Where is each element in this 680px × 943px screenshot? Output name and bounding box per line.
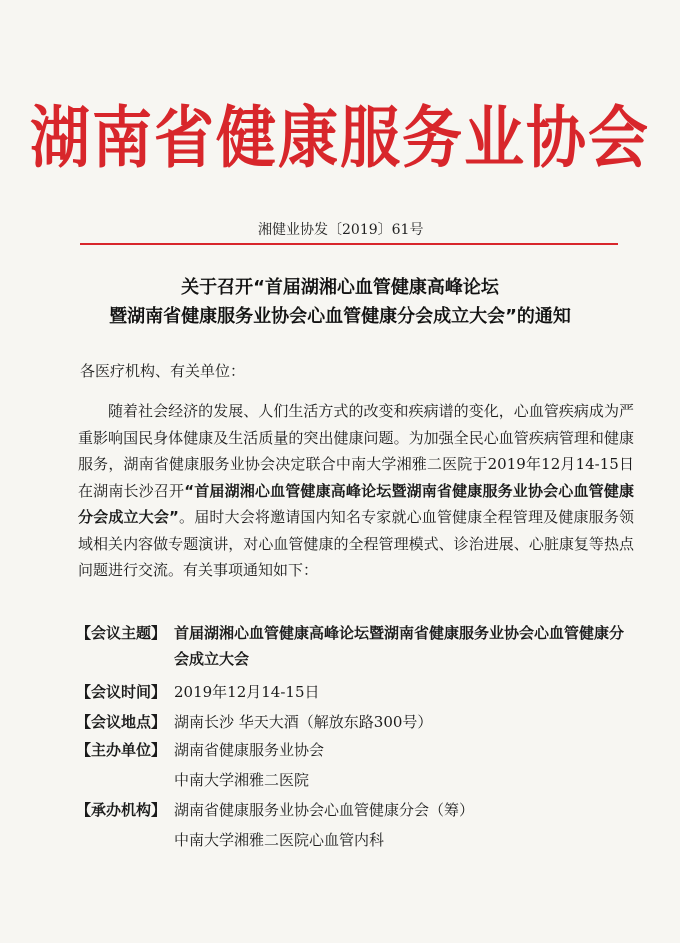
salutation: 各医疗机构、有关单位： [80,362,246,380]
item-value: 湖南省健康服务业协会 [174,741,325,759]
notice-title-line-1: 关于召开“首届湖湘心血管健康高峰论坛 [181,277,499,298]
red-divider-line [80,243,618,245]
body-emphasis: “首届湖湘心血管健康高峰论坛暨湖南省健康服务业协会心血管健康分会成立大会” [78,481,634,526]
item-host-unit-second: 中南大学湘雅二医院 [174,771,310,789]
document-number: 湘健业协发〔2019〕61号 [258,222,424,238]
item-value: 湖南长沙 华天大酒（解放东路300号） [174,713,433,731]
body-text-part-1: 随着社会经济的发展、人们生活方式的改变和疾病谱的变化，心血管疾病成为严重影响国民身体健康及生活质量的突出健康问题。为加强全民心血管疾病管理和健康服务，湖南省健康服务业协会决定联合中南大学湘雅二医院于2019年12月14-15日在湖南长沙召开 [78,402,634,500]
item-meeting-venue [76,709,624,735]
item-value: 2019年12月14-15日 [174,683,320,701]
item-value: 湖南省健康服务业协会心血管健康分会（筹） [174,801,475,819]
item-label: 【会议地点】 [76,713,167,731]
item-value: 首届湖湘心血管健康高峰论坛暨湖南省健康服务业协会心血管健康分会成立大会 [174,624,625,668]
item-label: 【承办机构】 [76,801,167,819]
notice-title-line-2: 暨湖南省健康服务业协会心血管健康分会成立大会”的通知 [109,306,571,327]
item-label: 【会议时间】 [76,683,167,701]
item-organizer-second: 中南大学湘雅二医院心血管内科 [174,831,385,849]
item-label: 【会议主题】 [76,624,167,642]
item-meeting-time [76,679,624,705]
item-label: 【主办单位】 [76,741,167,759]
body-text-part-2: 。届时大会将邀请国内知名专家就心血管健康全程管理及健康服务领域相关内容做专题演讲，对心血管健康的全程管理模式、诊治进展、心脏康复等热点问题进行交流。有关事项通知如下： [78,508,634,579]
item-host-unit [76,737,624,763]
notice-title [0,273,680,331]
body-paragraph [78,398,634,584]
org-letterhead-title: 湖南省健康服务业协会 [30,99,650,178]
item-meeting-theme [76,620,624,672]
item-organizer [76,797,624,823]
